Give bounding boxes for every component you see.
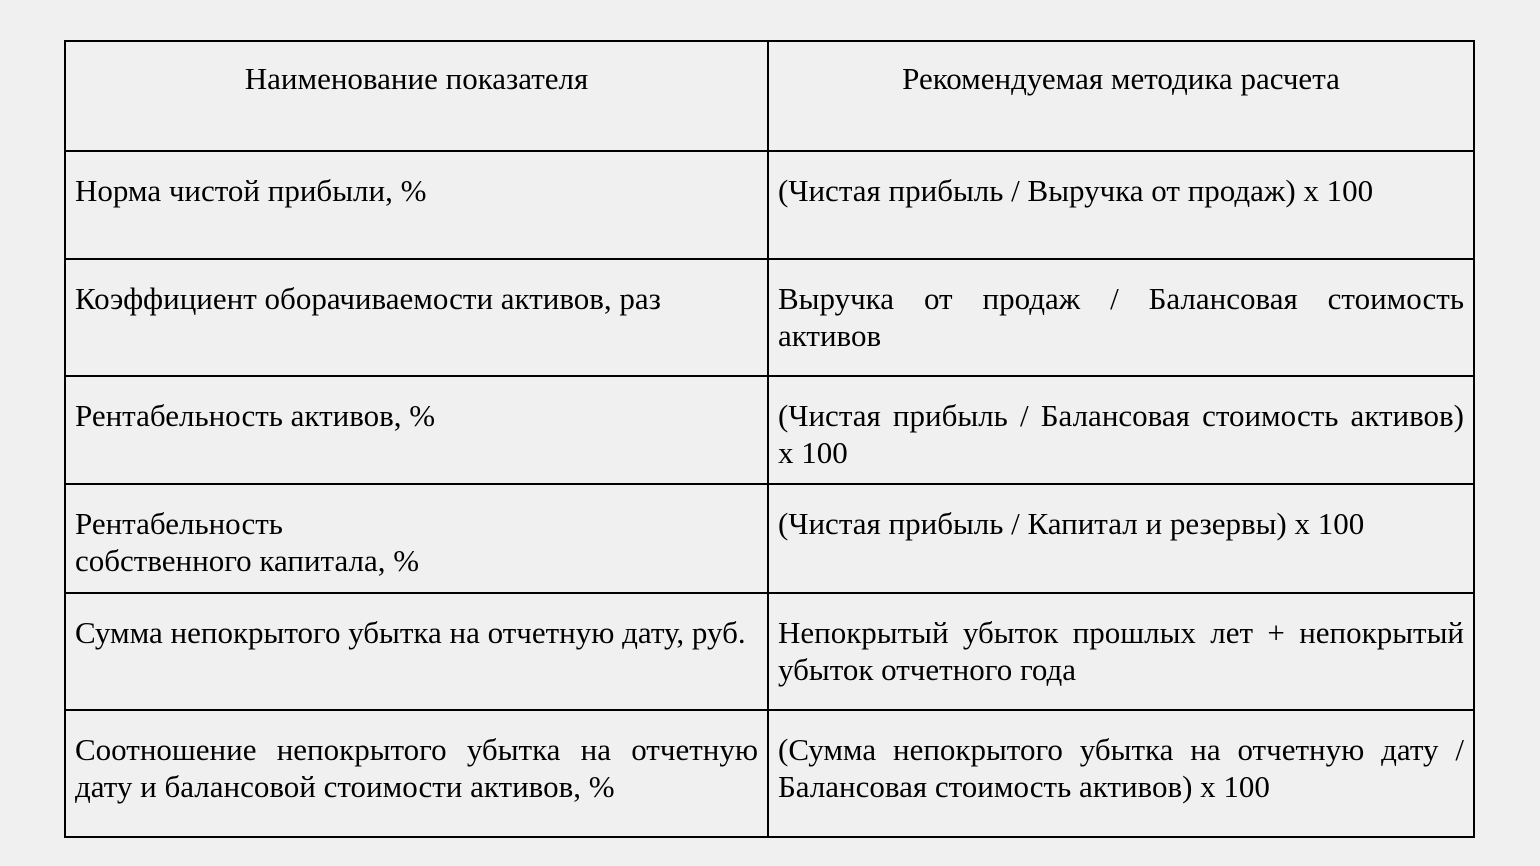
table-row — [65, 710, 1474, 837]
table-row — [65, 259, 1474, 376]
calculation-method: (Чистая прибыль / Выручка от продаж) х 100 — [768, 151, 1474, 259]
table-header-row — [65, 41, 1474, 151]
calculation-method: Непокрытый убыток прошлых лет + непокрытый убыток отчетного года — [768, 593, 1474, 710]
table-row — [65, 151, 1474, 259]
header-calculation-method: Рекомендуемая методика расчета — [768, 41, 1474, 151]
indicator-name: Соотношение непокрытого убытка на отчетную дату и балансовой стоимости активов, % — [65, 710, 768, 837]
calculation-method: (Сумма непокрытого убытка на отчетную дату / Балансовая стоимость активов) х 100 — [768, 710, 1474, 837]
indicator-name: Сумма непокрытого убытка на отчетную дату, руб. — [65, 593, 768, 710]
calculation-method: Выручка от продаж / Балансовая стоимость активов — [768, 259, 1474, 376]
indicator-name-line: Рентабельность — [75, 506, 283, 541]
indicator-name: Коэффициент оборачиваемости активов, раз — [65, 259, 768, 376]
indicator-name-line: собственного капитала, % — [75, 543, 420, 578]
indicator-name: Рентабельность активов, % — [65, 376, 768, 484]
table-row — [65, 593, 1474, 710]
calculation-method: (Чистая прибыль / Капитал и резервы) х 100 — [768, 484, 1474, 593]
indicator-name — [65, 484, 768, 593]
indicator-name: Норма чистой прибыли, % — [65, 151, 768, 259]
indicators-table — [64, 40, 1475, 838]
table-row — [65, 484, 1474, 593]
calculation-method: (Чистая прибыль / Балансовая стоимость активов) х 100 — [768, 376, 1474, 484]
table-row — [65, 376, 1474, 484]
header-indicator-name: Наименование показателя — [65, 41, 768, 151]
